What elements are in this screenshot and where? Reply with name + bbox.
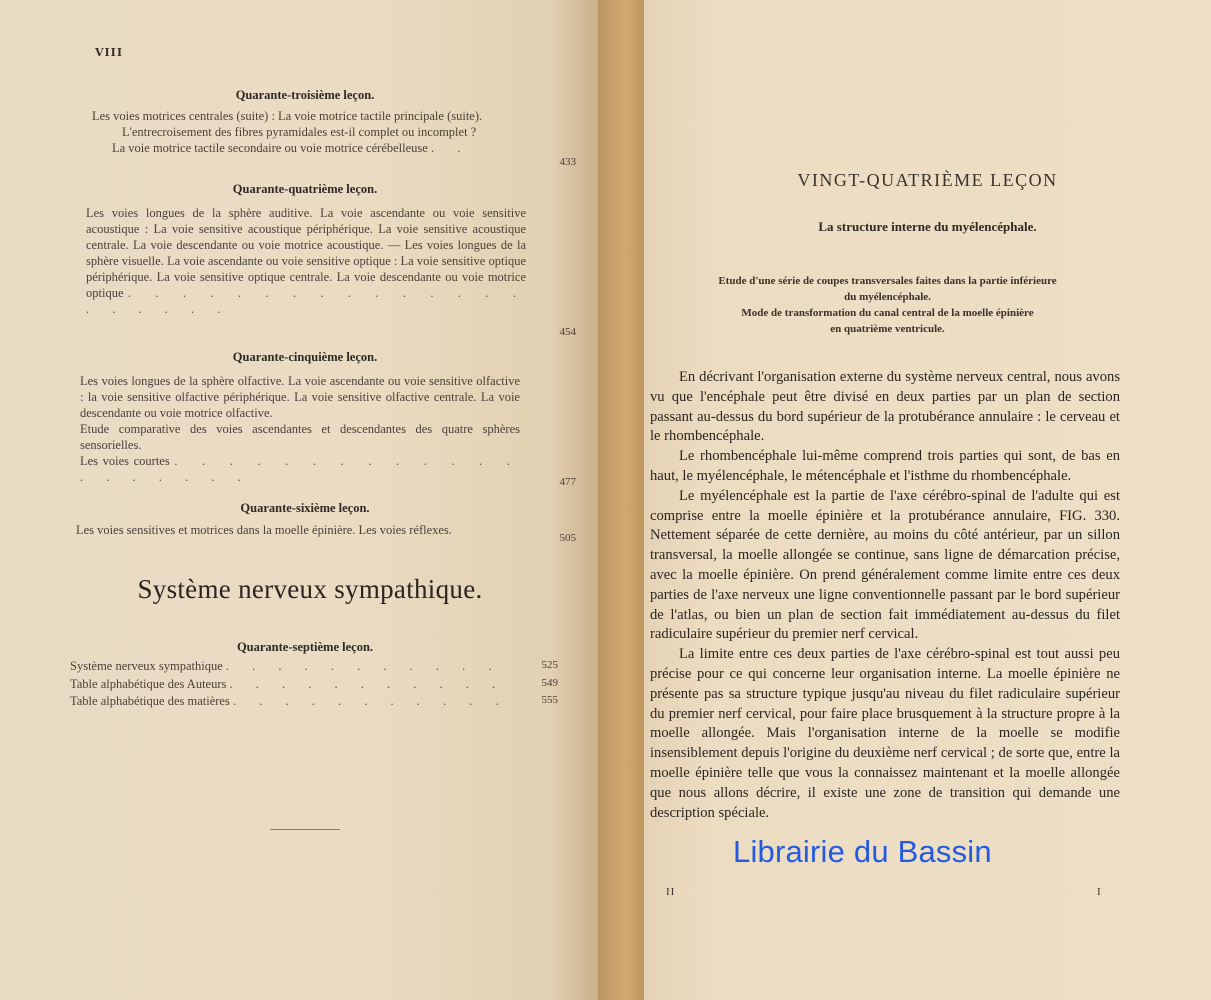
toc-page-number: 549 [541, 677, 558, 689]
toc-page-number: 525 [541, 659, 558, 671]
section-title: Système nerveux sympathique. [137, 574, 483, 604]
toc-page-number: 505 [559, 532, 576, 544]
lesson-content: Les voies longues de la sphère auditive. La voie ascendante ou voie sensitive acoustique : La voie sensitive acoustique périphérique. La voie sensitive acoustique centrale. La voie descendante ou voie motrice acoustique. — Les voies longues de la sphère visuelle. La voie ascendante ou voie sensitive optique : La voie sensitive optique périphérique. La voie sensitive optique centrale. La voie descendante ou voie motrice optique . . . . . . . . . . . . . . . . . . . . . [86, 206, 526, 316]
lesson-line: Etude comparative des voies ascendantes et descendantes des quatre sphères sensorielles. [80, 422, 520, 452]
lesson-content [80, 373, 520, 485]
watermark: Librairie du Bassin [733, 834, 992, 869]
signature-mark: II [666, 886, 676, 898]
paragraph: En décrivant l'organisation externe du système nerveux central, nous avons vu que l'encéphale peut être divisé en deux parties par un plan de section passant au-dessus du bord supérieur de la protubérance annulaire : le cerveau et le rhombencéphale. [650, 369, 1120, 445]
toc-row: Système nerveux sympathique . . . . . . . . . . . 525 [70, 659, 558, 673]
lesson-line: La voie motrice tactile secondaire ou voie motrice cérébelleuse . . [112, 141, 471, 155]
toc-row: Table alphabétique des matières . . . . . . . . . . . 555 [70, 694, 558, 708]
lesson-content [92, 108, 532, 156]
closing-rule [270, 829, 340, 830]
lesson-content [76, 522, 526, 538]
lesson-line: Les voies courtes . . . . . . . . . . . . . . . . . . . . [80, 454, 521, 484]
lesson-title: Quarante-troisième leçon. [235, 88, 375, 102]
body-text [650, 368, 1120, 823]
toc-page-number: 454 [559, 326, 576, 338]
lesson-line: Les voies longues de la sphère olfactive. La voie ascendante ou voie sensitive olfactive : la voie sensitive olfactive périphérique. La voie sensitive olfactive centrale. La voie descendante ou voie motrice olfactive. [80, 374, 520, 420]
lesson-title: Quarante-septième leçon. [236, 640, 374, 654]
lesson-line: Les voies sensitives et motrices dans la moelle épinière. Les voies réflexes. [76, 523, 452, 537]
lesson-line: L'entrecroisement des fibres pyramidales est-il complet ou incomplet ? [122, 125, 477, 139]
paragraph: Le rhombencéphale lui-même comprend trois parties qui sont, de bas en haut, le myélencéphale, le métencéphale et l'isthme du rhombencéphale. [650, 448, 1120, 484]
toc-page-number: 433 [559, 156, 576, 168]
summary-line: en quatrième ventricule. [830, 323, 945, 335]
paragraph: La limite entre ces deux parties de l'axe cérébro-spinal est tout aussi peu précise pour ce qui concerne leur organisation interne. La moelle épinière ne présente pas sa structure typique jusqu'au niveau du filet radiculaire supérieur du premier nerf cervical, pour faire place brusquement à la structure propre à la moelle allongée. Mais l'organisation interne de la moelle se modifie insensiblement depuis l'origine du deuxième nerf cervical ; de sorte que, entre la moelle épinière telle que vous la connaissez maintenant et la moelle allongée que nous allons décrire, il existe une zone de transition qui demande une description spéciale. [650, 646, 1120, 821]
toc-row: Table alphabétique des Auteurs . . . . . . . . . . . 549 [70, 677, 558, 691]
lesson-title: Quarante-cinquième leçon. [232, 350, 378, 364]
lesson-title: Quarante-quatrième leçon. [232, 182, 378, 196]
toc-page-number: 555 [541, 694, 558, 706]
paragraph: Le myélencéphale est la partie de l'axe cérébro-spinal de l'adulte qui est comprise entre la moelle épinière et la protubérance annulaire, FIG. 330. Nettement séparée de cette dernière, au moins du côté antérieur, par un sillon transversal, la moelle allongée se continue, sans ligne de démarcation précise, avec la moelle épinière. On prend généralement comme limite entre ces deux parties de l'axe nerveux une ligne conventionnelle passant par le bord supérieur de l'atlas, ou bien un plan de section fait immédiatement au-dessus du filet radiculaire supérieur du premier nerf cervical. [650, 487, 1120, 643]
page-number-roman: VIII [95, 46, 123, 59]
chapter-title: VINGT-QUATRIÈME LEÇON [797, 170, 1058, 190]
left-page [0, 0, 598, 1000]
book-gutter [598, 0, 644, 1000]
summary-line: Etude d'une série de coupes transversales faites dans la partie inférieure [718, 275, 1057, 287]
signature-number: I [1097, 886, 1101, 898]
chapter-summary [664, 273, 1111, 337]
lesson-title: Quarante-sixième leçon. [240, 501, 370, 515]
chapter-subtitle: La structure interne du myélencéphale. [818, 219, 1037, 234]
summary-line: du myélencéphale. [844, 291, 931, 303]
lesson-line: Les voies motrices centrales (suite) : La voie motrice tactile principale (suite). [92, 109, 483, 123]
toc-page-number: 477 [559, 476, 576, 488]
summary-line: Mode de transformation du canal central de la moelle épinière [741, 307, 1034, 319]
lesson-line: Les voies longues de la sphère auditive. La voie ascendante ou voie sensitive acoustique : La voie sensitive acoustique périphérique. La voie sensitive acoustique centrale. La voie descendante ou voie motrice acoustique. — Les voies longues de la sphère visuelle. La voie ascendante ou voie sensitive optique : La voie sensitive optique périphérique. La voie sensitive optique centrale. La voie descendante ou voie motrice optique [86, 206, 526, 300]
